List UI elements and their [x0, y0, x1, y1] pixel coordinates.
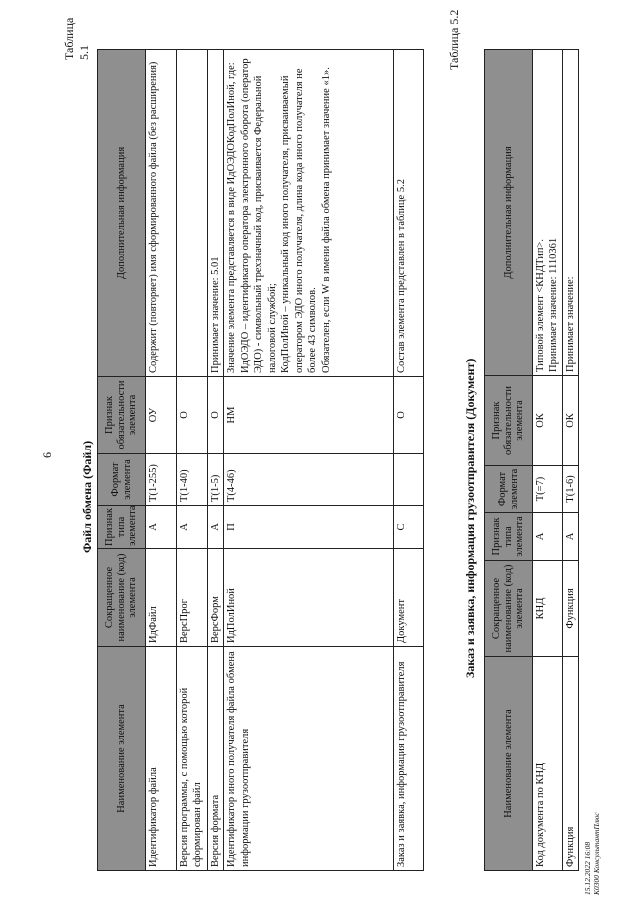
cell-type: С [394, 506, 424, 549]
cell-required: ОК [533, 376, 563, 466]
cell-required: ОУ [146, 377, 177, 454]
cell-info: Содержит (повторяет) имя сформированного файла (без расширения) [146, 50, 177, 377]
cell-code: КНД [533, 561, 563, 657]
cell-code: Функция [563, 561, 579, 657]
table-row [208, 50, 224, 871]
col-header-name: Наименование элемента [485, 657, 533, 871]
col-header-code: Сокращенное наименование (код) элемента [485, 561, 533, 657]
cell-type: А [533, 513, 563, 561]
cell-name: Заказ и заявка, информация грузоотправителя [394, 647, 424, 871]
cell-info: Типовой элемент <КНДТип>. Принимает значение: 1110361 [533, 50, 563, 376]
cell-code: ВерсФорм [208, 549, 224, 647]
cell-format: Т(1-6) [563, 466, 579, 513]
cell-code: ИдФайл [146, 549, 177, 647]
cell-required: ОК [563, 376, 579, 466]
table-row [146, 50, 177, 871]
table1 [97, 49, 424, 871]
cell-required: О [177, 377, 208, 454]
table2-title: Заказ и заявка, информация грузоотправителя (Документ) [463, 358, 477, 678]
cell-format [394, 454, 424, 506]
cell-name: Версия программы, с помощью которой сформирован файл [177, 647, 208, 871]
stamp-date: 15.12.2022 16:08 [583, 841, 592, 895]
col-header-type: Признак типа элемента [485, 513, 533, 561]
cell-format: Т(1-40) [177, 454, 208, 506]
cell-name: Идентификатор файла [146, 647, 177, 871]
col-header-code: Сокращенное наименование (код) элемента [98, 549, 146, 647]
col-header-name: Наименование элемента [98, 647, 146, 871]
cell-required: НМ [224, 377, 394, 454]
table-row [533, 50, 563, 871]
cell-info: Состав элемента представлен в таблице 5.2 [394, 50, 424, 377]
cell-format: Т(=7) [533, 466, 563, 513]
cell-format: Т(4-46) [224, 454, 394, 506]
cell-code: ИдПолИной [224, 549, 394, 647]
cell-info [177, 50, 208, 377]
table1-caption: Таблица 5.1 [62, 17, 91, 60]
stamp-source: К0300 КонсультантПлюс [591, 812, 601, 895]
cell-name: Функция [563, 657, 579, 871]
cell-type: А [563, 513, 579, 561]
cell-type: А [146, 506, 177, 549]
print-stamp [584, 812, 601, 895]
col-header-type: Признак типа элемента [98, 506, 146, 549]
table1-header-row [98, 50, 146, 871]
table-row [177, 50, 208, 871]
cell-info: Значение элемента представляется в виде ИдОЭДОКодПолИной, где: ИдОЭДО – идентификатор оператора электронного оборота (оператор ЭДО) - символьный трехзначный код, присваивается Федеральной налоговой службой; КодПолИной – уникальный код иного получателя, присваиваемый оператором ЭДО иного получателя, длина кода иного получателя не более 43 символов. Обязателен, если W в имени файла обмена принимает значение «1». [224, 50, 394, 377]
cell-type: П [224, 506, 394, 549]
cell-name: Код документа по КНД [533, 657, 563, 871]
cell-format: Т(1-255) [146, 454, 177, 506]
cell-code: Документ [394, 549, 424, 647]
cell-required: О [394, 377, 424, 454]
col-header-info: Дополнительная информация [98, 50, 146, 377]
page-number: 6 [40, 452, 54, 458]
cell-format: Т(1-5) [208, 454, 224, 506]
cell-name: Версия формата [208, 647, 224, 871]
table2-caption: Таблица 5.2 [447, 9, 461, 70]
cell-type: А [177, 506, 208, 549]
table1-title: Файл обмена (Файл) [80, 440, 94, 553]
table-row [394, 50, 424, 871]
col-header-format: Формат элемента [98, 454, 146, 506]
col-header-required: Признак обязательности элемента [98, 377, 146, 454]
table-row [224, 50, 394, 871]
cell-required: О [208, 377, 224, 454]
cell-type: А [208, 506, 224, 549]
cell-info: Принимает значение: 5.01 [208, 50, 224, 377]
col-header-info: Дополнительная информация [485, 50, 533, 376]
table2 [484, 49, 579, 871]
cell-code: ВерсПрог [177, 549, 208, 647]
col-header-format: Формат элемента [485, 466, 533, 513]
table2-header-row [485, 50, 533, 871]
col-header-required: Признак обязательности элемента [485, 376, 533, 466]
table-row [563, 50, 579, 871]
cell-info: Принимает значение: [563, 50, 579, 376]
cell-name: Идентификатор иного получателя файла обмена информации грузоотправителя [224, 647, 394, 871]
